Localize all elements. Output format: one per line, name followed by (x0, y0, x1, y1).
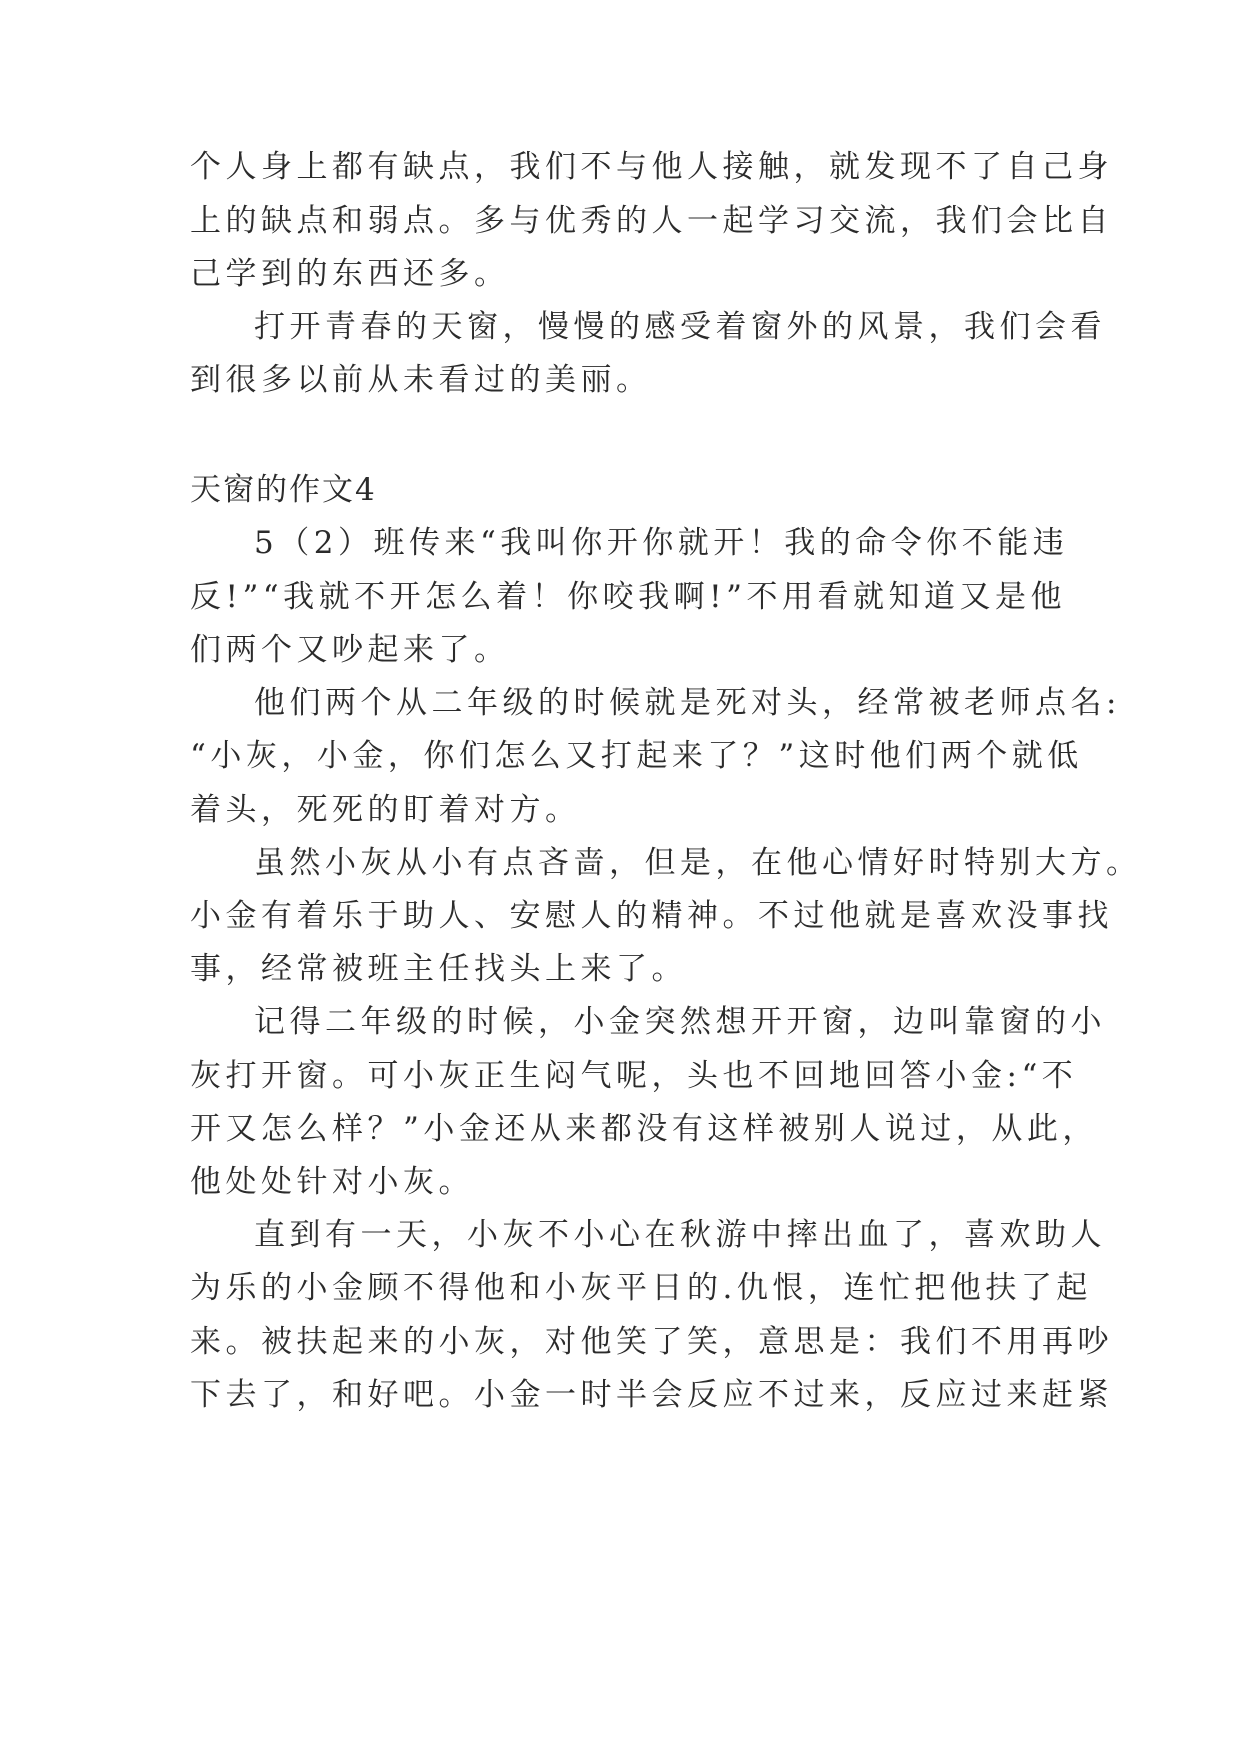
body-text-line: 虽然小灰从小有点吝啬，但是，在他心情好时特别大方。 (254, 845, 1142, 881)
body-text-line: 个人身上都有缺点，我们不与他人接触，就发现不了自己身 (190, 149, 1113, 185)
body-text-line: 事，经常被班主任找头上来了。 (190, 951, 687, 987)
body-text-line: 下去了，和好吧。小金一时半会反应不过来，反应过来赶紧 (190, 1377, 1113, 1413)
body-text-line: 到很多以前从未看过的美丽。 (190, 362, 652, 398)
body-text-line: 直到有一天，小灰不小心在秋游中摔出血了，喜欢助人 (254, 1217, 1106, 1253)
body-text-line: 己学到的东西还多。 (190, 256, 510, 292)
body-text-line: 开又怎么样？”小金还从来都没有这样被别人说过，从此， (190, 1111, 1098, 1147)
body-text-line: 来。被扶起来的小灰，对他笑了笑，意思是：我们不用再吵 (190, 1324, 1113, 1360)
body-text-line: 小金有着乐于助人、安慰人的精神。不过他就是喜欢没事找 (190, 898, 1113, 934)
body-text-line: 他处处针对小灰。 (190, 1164, 474, 1200)
body-text-line: 他们两个从二年级的时候就是死对头，经常被老师点名: (254, 685, 1121, 721)
body-text-line: 打开青春的天窗，慢慢的感受着窗外的风景，我们会看 (254, 309, 1106, 345)
body-text-line: 上的缺点和弱点。多与优秀的人一起学习交流，我们会比自 (190, 203, 1113, 239)
body-text-line: 反!”“我就不开怎么着！你咬我啊!”不用看就知道又是他 (190, 579, 1066, 615)
body-text-line: 灰打开窗。可小灰正生闷气呢，头也不回地回答小金:“不 (190, 1058, 1078, 1094)
body-text-line: 5（2）班传来“我叫你开你就开！我的命令你不能违 (254, 525, 1069, 561)
body-text-line: “小灰，小金，你们怎么又打起来了？”这时他们两个就低 (190, 738, 1083, 774)
section-title: 天窗的作文4 (190, 472, 377, 508)
body-text-line: 记得二年级的时候，小金突然想开开窗，边叫靠窗的小 (254, 1004, 1106, 1040)
body-text-line: 着头，死死的盯着对方。 (190, 792, 581, 828)
body-text-line: 们两个又吵起来了。 (190, 632, 510, 668)
body-text-line: 为乐的小金顾不得他和小灰平日的.仇恨，连忙把他扶了起 (190, 1270, 1092, 1306)
